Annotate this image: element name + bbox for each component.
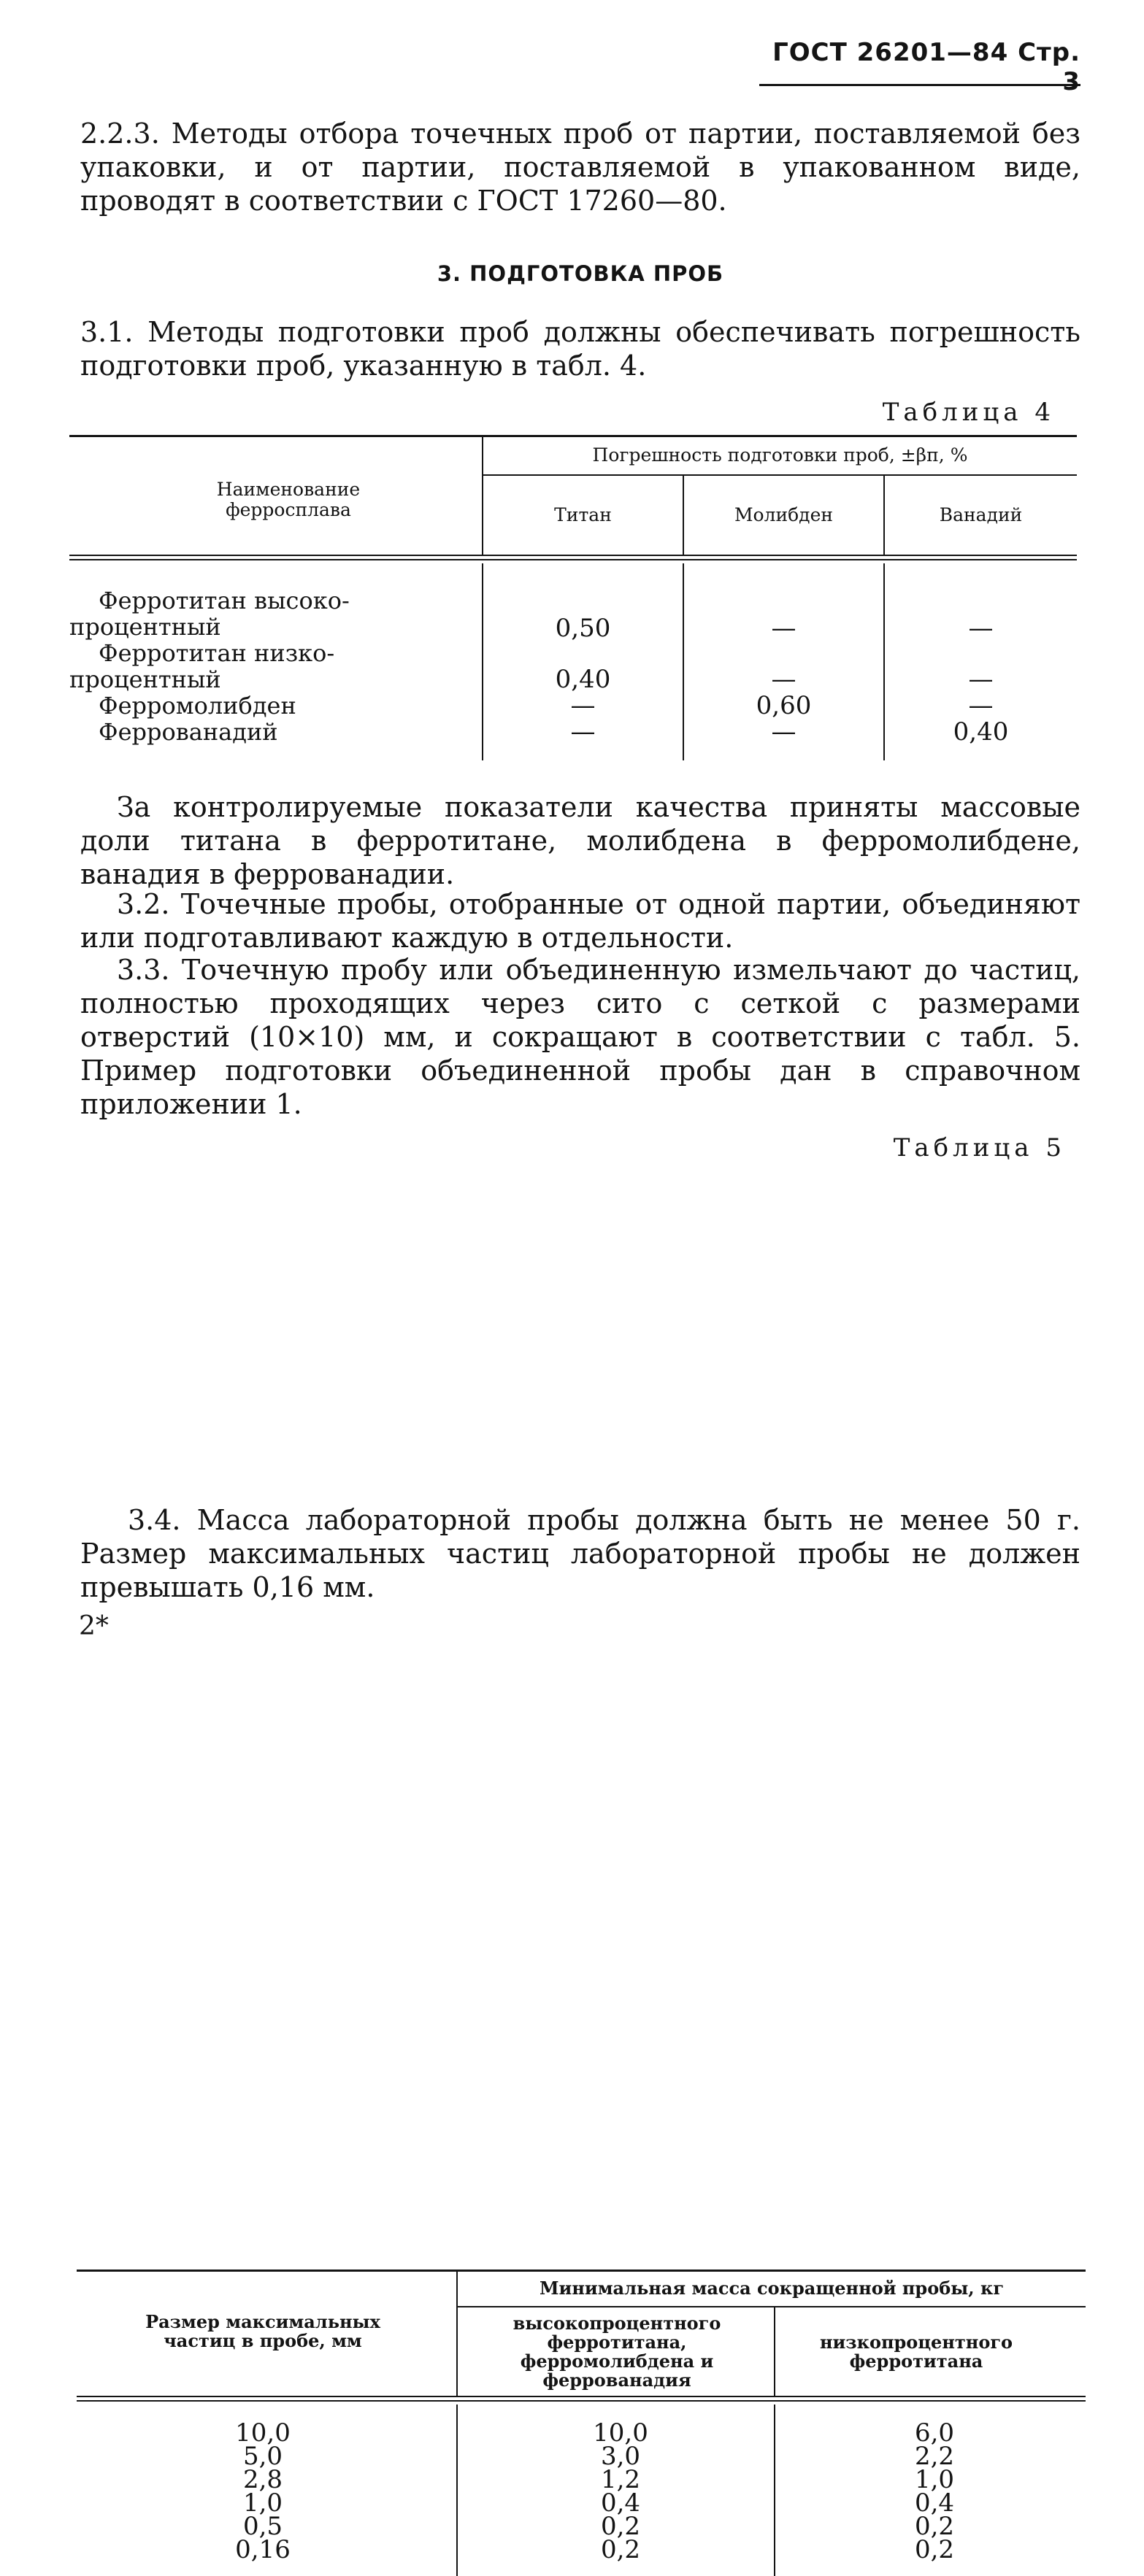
table4-group-rule <box>483 474 1077 476</box>
table5-body-vline-1 <box>456 2405 458 2576</box>
table5-group-rule <box>458 2306 1086 2307</box>
table5-low-2: 1,0 <box>914 2465 955 2494</box>
paragraph-2-2-3: 2.2.3. Методы отбора точечных проб от партии, поставляемой без упаковки, и от партии, поставляемой в упакованном виде, проводят в соответствии с ГОСТ 17260—80. <box>80 117 1080 217</box>
table4-row1-name-line2: процентный <box>69 613 221 641</box>
table5-high-5: 0,2 <box>600 2535 641 2564</box>
table5-size-3: 1,0 <box>242 2488 283 2518</box>
table5-vline-2 <box>774 2307 775 2396</box>
paragraph-3-3: 3.3. Точечную пробу или объединенную измельчают до частиц, полностью проходящих через сито с сеткой с размерами отверстий (10×10) мм, и сокращают в соответствии с табл. 5. Пример подготовки объединенной пробы дан в справочном приложении 1. <box>80 954 1080 1120</box>
table4-row4-name: Феррованадий <box>99 718 278 746</box>
table4-row3-titan: — <box>570 691 596 720</box>
table5-low-0: 6,0 <box>914 2418 955 2448</box>
paragraph-3-2: 3.2. Точечные пробы, отобранные от одной партии, объединяют или подготавливают каждую в отдельности. <box>80 888 1080 954</box>
table4-row4-molibden: — <box>771 717 796 747</box>
table5-low-1: 2,2 <box>914 2442 955 2471</box>
table5-low-values <box>876 2418 993 2564</box>
table5-size-4: 0,5 <box>242 2512 283 2541</box>
table5-high-2: 1,2 <box>600 2465 641 2494</box>
section-heading: 3. ПОДГОТОВКА ПРОБ <box>437 261 724 286</box>
paragraph-3-4: 3.4. Масса лабораторной пробы должна быть не менее 50 г. Размер максимальных частиц лабораторной пробы не должен превышать 0,16 мм. <box>80 1504 1080 1603</box>
table4-row2-name-line1: Ферротитан низко- <box>99 639 335 667</box>
table5-low-4: 0,2 <box>914 2512 955 2541</box>
table5-size-1: 5,0 <box>242 2442 283 2471</box>
table5-size-5: 0,16 <box>235 2535 291 2564</box>
paragraph-controlled: За контролируемые показатели качества приняты массовые доли титана в ферротитане, молибдена в ферромолибдене, ванадия в феррованадии. <box>80 791 1080 890</box>
table5-body-vline-2 <box>774 2405 775 2576</box>
table4-row3-molibden: 0,60 <box>756 691 812 720</box>
table4-row2-vanadiy: — <box>968 665 994 694</box>
table4-row2-name-line2: процентный <box>69 666 221 693</box>
table5-high-4: 0,2 <box>600 2512 641 2541</box>
table4-row2-titan: 0,40 <box>555 665 611 694</box>
table4-row1-name-line1: Ферротитан высоко- <box>99 587 350 614</box>
table5-high-1: 3,0 <box>600 2442 641 2471</box>
signature-mark: 2* <box>79 1611 109 1641</box>
table5-size-0: 10,0 <box>235 2418 291 2448</box>
table4-row3-vanadiy: — <box>968 691 994 720</box>
table4-col-name-header: Наименование ферросплава <box>216 479 361 520</box>
table4-group-header: Погрешность подготовки проб, ±βп, % <box>592 444 968 466</box>
table4-row1-molibden: — <box>771 614 796 643</box>
table4-col-titan: Титан <box>554 504 612 525</box>
paragraph-3-1: 3.1. Методы подготовки проб должны обеспечивать погрешность подготовки проб, указанную в табл. 4. <box>80 316 1080 382</box>
table5-col-high-header: высокопроцентного ферротитана, ферромолибдена и феррованадия <box>513 2313 721 2391</box>
table5-size-values <box>204 2418 321 2564</box>
table5-high-0: 10,0 <box>593 2418 648 2448</box>
table5-high-values <box>562 2418 679 2564</box>
table4 <box>0 0 1144 803</box>
table4-row3-name: Ферромолибден <box>99 692 296 720</box>
table4-row1-titan: 0,50 <box>555 614 611 643</box>
table5-group-header: Минимальная масса сокращенной пробы, кг <box>539 2277 1005 2299</box>
table5-size-2: 2,8 <box>242 2465 283 2494</box>
table4-col-molibden: Молибден <box>734 504 834 525</box>
table4-col-vanadiy: Ванадий <box>939 504 1023 525</box>
table5-label: Таблица 5 <box>893 1133 1066 1162</box>
table5-col-size-header: Размер максимальных частиц в пробе, мм <box>145 2311 380 2351</box>
table4-row4-vanadiy: 0,40 <box>953 717 1009 747</box>
table5-low-3: 0,4 <box>914 2488 955 2518</box>
table4-row4-titan: — <box>570 717 596 747</box>
table5-col-low-header: низкопроцентного ферротитана <box>819 2332 1013 2372</box>
table4-row2-molibden: — <box>771 665 796 694</box>
table5-high-3: 0,4 <box>600 2488 641 2518</box>
table4-row1-vanadiy: — <box>968 614 994 643</box>
running-title: ГОСТ 26201—84 Стр. 3 <box>772 38 1080 96</box>
table5-header-rule <box>77 2396 1086 2402</box>
table4-top-rule <box>69 435 1077 437</box>
table5-low-5: 0,2 <box>914 2535 955 2564</box>
table4-label: Таблица 4 <box>882 398 1055 427</box>
table4-header-rule <box>69 555 1077 560</box>
